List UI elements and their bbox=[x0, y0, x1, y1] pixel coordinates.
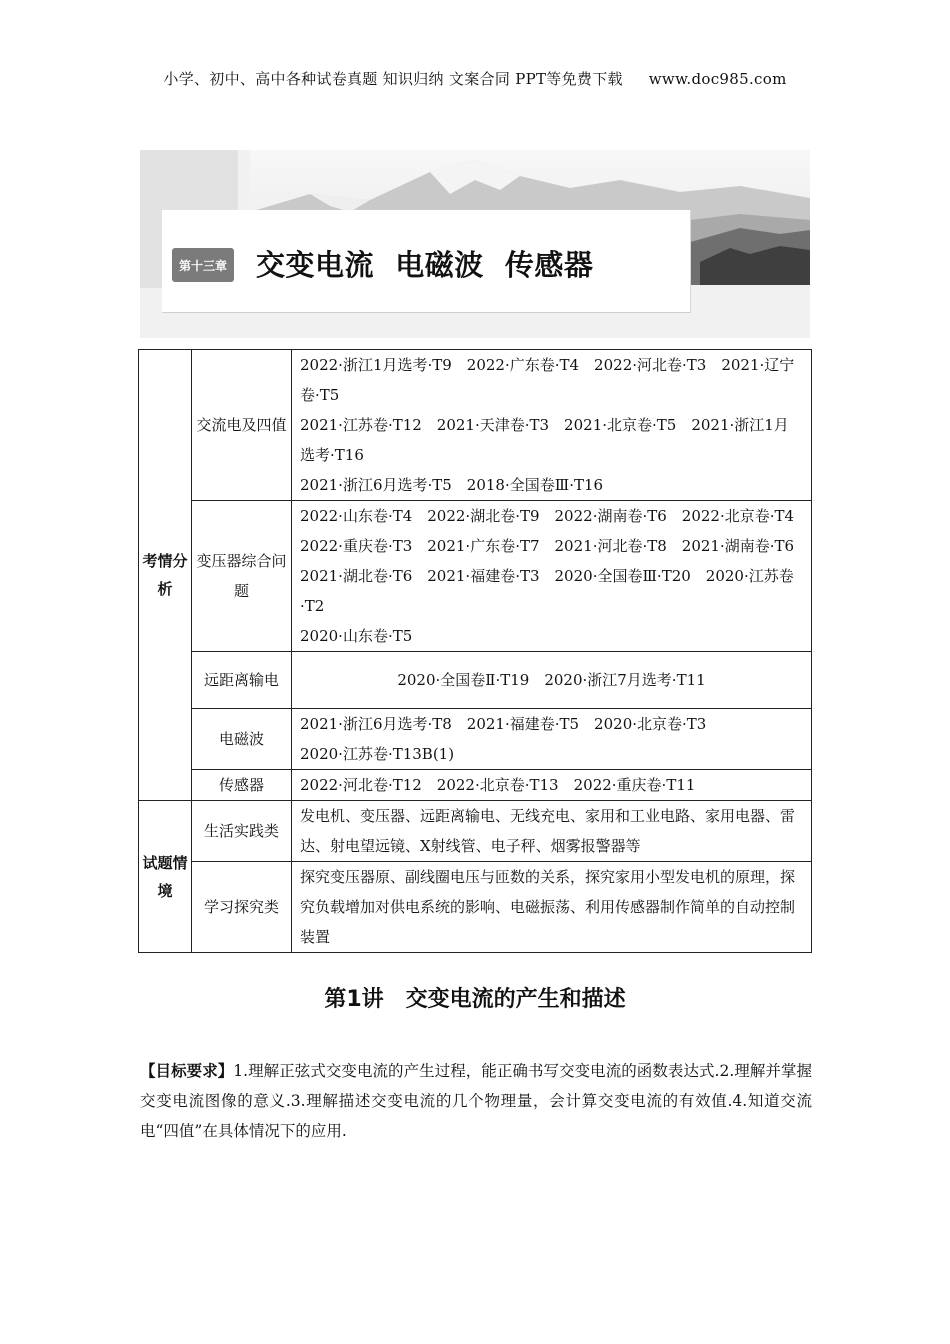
table-row bbox=[139, 770, 812, 801]
learning-goals bbox=[140, 1056, 812, 1146]
site-header-text: 小学、初中、高中各种试卷真题 知识归纳 文案合同 PPT等免费下载 bbox=[163, 70, 623, 88]
topic-cell: 学习探究类 bbox=[192, 862, 292, 953]
table-row bbox=[139, 709, 812, 770]
content-line: 2021·江苏卷·T12 2021·天津卷·T3 2021·北京卷·T5 2021·浙江1月选考·T16 bbox=[300, 416, 789, 464]
content-line: 2022·河北卷·T12 2022·北京卷·T13 2022·重庆卷·T11 bbox=[300, 776, 696, 794]
topic-cell: 电磁波 bbox=[192, 709, 292, 770]
lecture-title: 第1讲 交变电流的产生和描述 bbox=[324, 987, 626, 1012]
site-header bbox=[0, 68, 950, 89]
content-line: 2022·山东卷·T4 2022·湖北卷·T9 2022·湖南卷·T6 2022·北京卷·T4 bbox=[300, 507, 795, 525]
content-line: 2022·重庆卷·T3 2021·广东卷·T7 2021·河北卷·T8 2021·湖南卷·T6 bbox=[300, 537, 795, 555]
goals-text: 1.理解正弦式交变电流的产生过程，能正确书写交变电流的函数表达式.2.理解并掌握交变电流图像的意义.3.理解描述交变电流的几个物理量，会计算交变电流的有效值.4.知道交流电“四值”在具体情况下的应用. bbox=[140, 1062, 812, 1140]
topic-cell: 传感器 bbox=[192, 770, 292, 801]
category-cell: 试题情境 bbox=[139, 801, 192, 953]
content-line: 2020·江苏卷·T13B(1) bbox=[300, 745, 455, 763]
content-line: 探究变压器原、副线圈电压与匝数的关系，探究家用小型发电机的原理，探究负载增加对供电系统的影响、电磁振荡、利用传感器制作简单的自动控制装置 bbox=[300, 868, 796, 946]
content-cell bbox=[292, 862, 812, 953]
content-cell bbox=[292, 652, 812, 709]
topic-cell: 生活实践类 bbox=[192, 801, 292, 862]
chapter-title: 交变电流 电磁波 传感器 bbox=[256, 248, 594, 282]
content-line: 2022·浙江1月选考·T9 2022·广东卷·T4 2022·河北卷·T3 2021·辽宁卷·T5 bbox=[300, 356, 795, 404]
goals-label: 【目标要求】 bbox=[140, 1062, 234, 1080]
table-row bbox=[139, 862, 812, 953]
topic-cell: 交流电及四值 bbox=[192, 350, 292, 501]
content-cell bbox=[292, 770, 812, 801]
content-line: 2020·全国卷Ⅱ·T19 2020·浙江7月选考·T11 bbox=[397, 671, 706, 689]
content-cell bbox=[292, 709, 812, 770]
exam-analysis-table bbox=[138, 349, 812, 953]
content-cell bbox=[292, 350, 812, 501]
content-line: 2020·山东卷·T5 bbox=[300, 627, 413, 645]
content-cell bbox=[292, 501, 812, 652]
table-row bbox=[139, 801, 812, 862]
chapter-badge: 第十三章 bbox=[172, 248, 234, 282]
site-url[interactable]: www.doc985.com bbox=[648, 70, 787, 88]
content-line: 2021·浙江6月选考·T5 2018·全国卷Ⅲ·T16 bbox=[300, 476, 604, 494]
table-row bbox=[139, 652, 812, 709]
table-row bbox=[139, 350, 812, 501]
content-line: 2021·浙江6月选考·T8 2021·福建卷·T5 2020·北京卷·T3 bbox=[300, 715, 707, 733]
topic-cell: 远距离输电 bbox=[192, 652, 292, 709]
content-line: 2021·湖北卷·T6 2021·福建卷·T3 2020·全国卷Ⅲ·T20 2020·江苏卷·T2 bbox=[300, 567, 794, 615]
category-cell: 考情分析 bbox=[139, 350, 192, 801]
table-row bbox=[139, 501, 812, 652]
topic-cell: 变压器综合问题 bbox=[192, 501, 292, 652]
content-cell bbox=[292, 801, 812, 862]
content-line: 发电机、变压器、远距离输电、无线充电、家用和工业电路、家用电器、雷达、射电望远镜、X射线管、电子秤、烟雾报警器等 bbox=[300, 807, 796, 855]
chapter-banner bbox=[140, 150, 810, 338]
